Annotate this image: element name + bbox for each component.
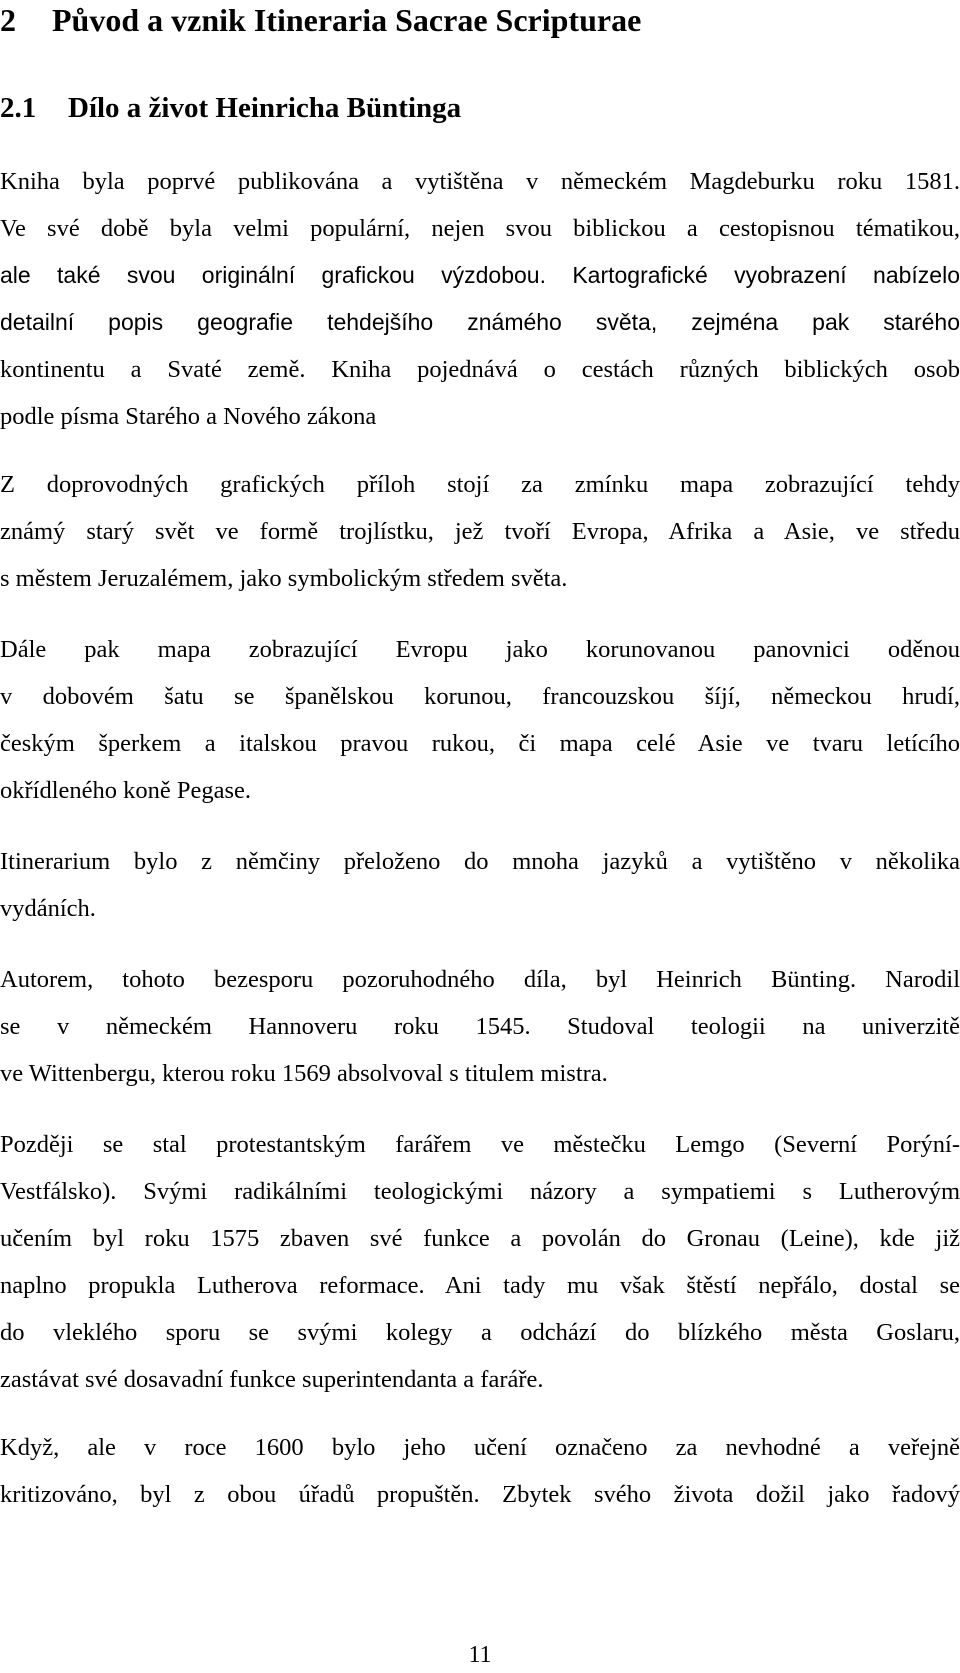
paragraph-5 bbox=[0, 956, 960, 1097]
paragraph-line: s městem Jeruzalémem, jako symbolickým středem světa. bbox=[0, 565, 568, 592]
paragraph-line: Autorem, tohoto bezesporu pozoruhodného díla, byl Heinrich Bünting. Narodil bbox=[0, 966, 960, 993]
paragraph-line: kritizováno, byl z obou úřadů propuštěn. Zbytek svého života dožil jako řadový bbox=[0, 1481, 960, 1508]
paragraph-line-text: ale také svou originální grafickou výzdobou. Kartografické vyobrazení nabízelo bbox=[0, 262, 960, 288]
paragraph-line: zastávat své dosavadní funkce superintendanta a faráře. bbox=[0, 1366, 544, 1393]
paragraph-line: okřídleného koně Pegase. bbox=[0, 777, 252, 804]
paragraph-7 bbox=[0, 1424, 960, 1518]
paragraph-line: podle písma Starého a Nového zákona bbox=[0, 403, 377, 430]
paragraph-line: známý starý svět ve formě trojlístku, jež tvoří Evropa, Afrika a Asie, ve středu bbox=[0, 518, 960, 545]
paragraph-line bbox=[0, 252, 960, 299]
paragraph-line: Itinerarium bylo z němčiny přeloženo do mnoha jazyků a vytištěno v několika bbox=[0, 848, 960, 875]
paragraph-line: naplno propukla Lutherova reformace. Ani tady mu však štěstí nepřálo, dostal se bbox=[0, 1272, 960, 1299]
section-heading bbox=[0, 88, 461, 128]
paragraph-4 bbox=[0, 838, 960, 932]
paragraph-line: ve Wittenbergu, kterou roku 1569 absolvoval s titulem mistra. bbox=[0, 1060, 608, 1087]
section-number: 2.1 bbox=[0, 92, 37, 124]
paragraph-3 bbox=[0, 626, 960, 814]
section-title: Dílo a život Heinricha Büntinga bbox=[68, 92, 462, 124]
paragraph-line: v dobovém šatu se španělskou korunou, francouzskou šíjí, německou hrudí, bbox=[0, 683, 960, 710]
paragraph-1 bbox=[0, 158, 960, 440]
paragraph-line: Vestfálsko). Svými radikálními teologickými názory a sympatiemi s Lutherovým bbox=[0, 1178, 960, 1205]
paragraph-line: Z doprovodných grafických příloh stojí za zmínku mapa zobrazující tehdy bbox=[0, 471, 960, 498]
paragraph-line: Když, ale v roce 1600 bylo jeho učení označeno za nevhodné a veřejně bbox=[0, 1434, 960, 1461]
paragraph-line: kontinentu a Svaté země. Kniha pojednává o cestách různých biblických osob bbox=[0, 356, 960, 383]
chapter-title: Původ a vznik Itineraria Sacrae Scripturae bbox=[52, 2, 642, 38]
paragraph-line: Kniha byla poprvé publikována a vytištěna v německém Magdeburku roku 1581. bbox=[0, 168, 960, 195]
paragraph-line: učením byl roku 1575 zbaven své funkce a povolán do Gronau (Leine), kde již bbox=[0, 1225, 960, 1252]
paragraph-line: Dále pak mapa zobrazující Evropu jako korunovanou panovnici oděnou bbox=[0, 636, 960, 663]
chapter-number: 2 bbox=[0, 2, 16, 38]
chapter-heading bbox=[0, 0, 641, 40]
paragraph-line: do vleklého sporu se svými kolegy a odchází do blízkého města Goslaru, bbox=[0, 1319, 960, 1346]
page-number: 11 bbox=[468, 1642, 492, 1668]
paragraph-line: se v německém Hannoveru roku 1545. Studoval teologii na univerzitě bbox=[0, 1013, 960, 1040]
paragraph-line: detailní popis geografie tehdejšího známého světa, zejména pak starého bbox=[0, 309, 960, 335]
paragraph-line: Později se stal protestantským farářem ve městečku Lemgo (Severní Porýní- bbox=[0, 1131, 960, 1158]
paragraph-line: českým šperkem a italskou pravou rukou, či mapa celé Asie ve tvaru letícího bbox=[0, 730, 960, 757]
paragraph-line: Ve své době byla velmi populární, nejen svou biblickou a cestopisnou tématikou, bbox=[0, 215, 960, 242]
paragraph-2 bbox=[0, 461, 960, 602]
paragraph-6 bbox=[0, 1121, 960, 1403]
paragraph-line: vydáních. bbox=[0, 895, 96, 922]
